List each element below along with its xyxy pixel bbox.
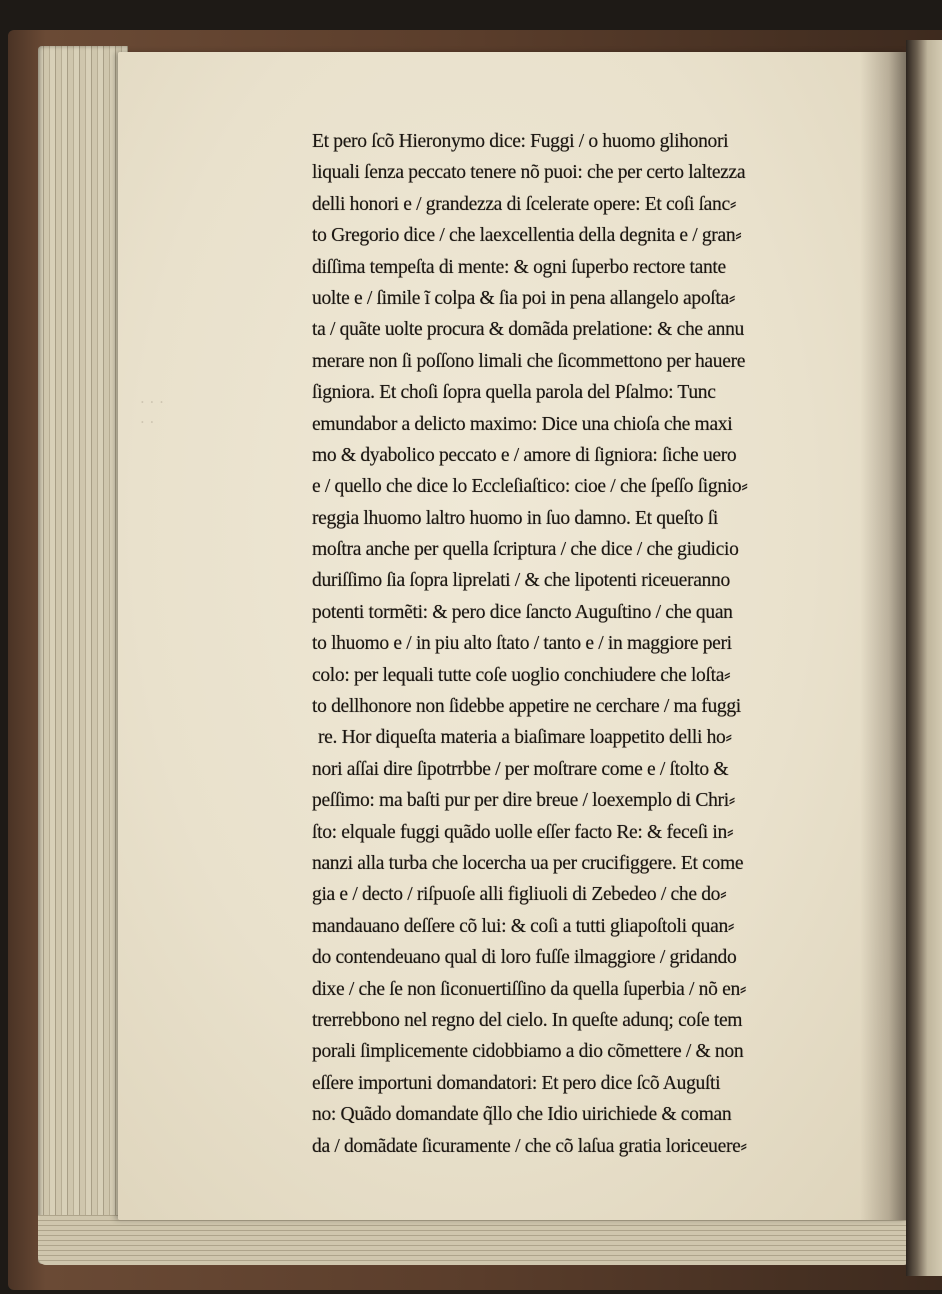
text-line: ta / quãte uolte procura & domãda prelatione: & che annu bbox=[312, 319, 744, 341]
text-line: to dellhonore non ſidebbe appetire ne cerchare / ma fuggi bbox=[312, 696, 741, 718]
text-line: reggia lhuomo laltro huomo in ſuo damno. Et queſto ſi bbox=[312, 507, 718, 529]
page-edges bbox=[38, 46, 128, 1264]
text-line: gia e / decto / riſpuoſe alli figliuoli di Zebedeo / che do⸗ bbox=[312, 884, 727, 906]
text-line: trerrebbono nel regno del cielo. In queſte adunq; coſe tem bbox=[312, 1009, 743, 1031]
text-line: uolte e / ſimile ĩ colpa & ſia poi in pena allangelo apoſta⸗ bbox=[312, 287, 735, 309]
text-line: merare non ſi poſſono limali che ſicommettono per hauere bbox=[312, 350, 746, 372]
page-edges-bottom bbox=[38, 1215, 908, 1265]
text-block bbox=[312, 126, 852, 1162]
text-line: mo & dyabolico peccato e / amore di ſigniora: ſiche uero bbox=[312, 444, 737, 466]
text-line: to lhuomo e / in piu alto ſtato / tanto e / in maggiore peri bbox=[312, 633, 732, 655]
binding-gutter-shadow bbox=[860, 52, 908, 1220]
text-line: peſſimo: ma baſti pur per dire breue / loexemplo di Chri⸗ bbox=[312, 790, 735, 812]
text-line: delli honori e / grandezza di ſcelerate opere: Et coſi ſanc⸗ bbox=[312, 193, 736, 215]
text-line: to Gregorio dice / che laexcellentia della degnita e / gran⸗ bbox=[312, 225, 742, 247]
text-line: potenti tormẽti: & pero dice ſancto Auguſtino / che quan bbox=[312, 601, 733, 623]
text-line: emundabor a delicto maximo: Dice una chioſa che maxi bbox=[312, 413, 733, 435]
text-line: e / quello che dice lo Eccleſiaſtico: cioe / che ſpeſſo ſignio⸗ bbox=[312, 476, 748, 498]
text-line: diſſima tempeſta di mente: & ogni ſuperbo rectore tante bbox=[312, 256, 726, 278]
text-line: eſſere importuni domandatori: Et pero dice ſcõ Auguſti bbox=[312, 1072, 721, 1094]
faint-show-through: · · · · · bbox=[140, 393, 164, 431]
text-line: mandauano deſſere cõ lui: & coſi a tutti gliapoſtoli quan⸗ bbox=[312, 915, 735, 937]
text-line: ſigniora. Et choſi ſopra quella parola del Pſalmo: Tunc bbox=[312, 382, 716, 404]
text-line: duriſſimo ſia ſopra liprelati / & che lipotenti riceueranno bbox=[312, 570, 730, 592]
text-line: re. Hor diqueſta materia a biaſimare loappetito delli ho⸗ bbox=[318, 727, 732, 749]
facing-page-edge bbox=[906, 40, 942, 1276]
text-line: dixe / che ſe non ſiconuertiſſino da quella ſuperbia / nõ en⸗ bbox=[312, 978, 747, 1000]
text-line: nori aſſai dire ſipotrrbbe / per moſtrare come e / ſtolto & bbox=[312, 758, 729, 780]
text-line: ſto: elquale fuggi quãdo uolle eſſer facto Re: & feceſi in⸗ bbox=[312, 821, 734, 843]
text-line: moſtra anche per quella ſcriptura / che dice / che giudicio bbox=[312, 539, 739, 561]
text-line: no: Quãdo domandate q̃llo che Idio uirichiede & coman bbox=[312, 1104, 732, 1126]
text-line: Et pero ſcõ Hieronymo dice: Fuggi / o huomo glihonori bbox=[312, 131, 729, 152]
text-line: colo: per lequali tutte coſe uoglio conchiudere che loſta⸗ bbox=[312, 664, 731, 686]
text-line: da / domãdate ſicuramente / che cõ laſua gratia loriceuere⸗ bbox=[312, 1135, 747, 1157]
text-line: porali ſimplicemente cidobbiamo a dio cõmettere / & non bbox=[312, 1041, 744, 1063]
text-line: nanzi alla turba che locercha ua per crucifiggere. Et come bbox=[312, 852, 744, 874]
text-line: liquali ſenza peccato tenere nõ puoi: che per certo laltezza bbox=[312, 162, 746, 184]
text-line: do contendeuano qual di loro fuſſe ilmaggiore / gridando bbox=[312, 947, 737, 969]
